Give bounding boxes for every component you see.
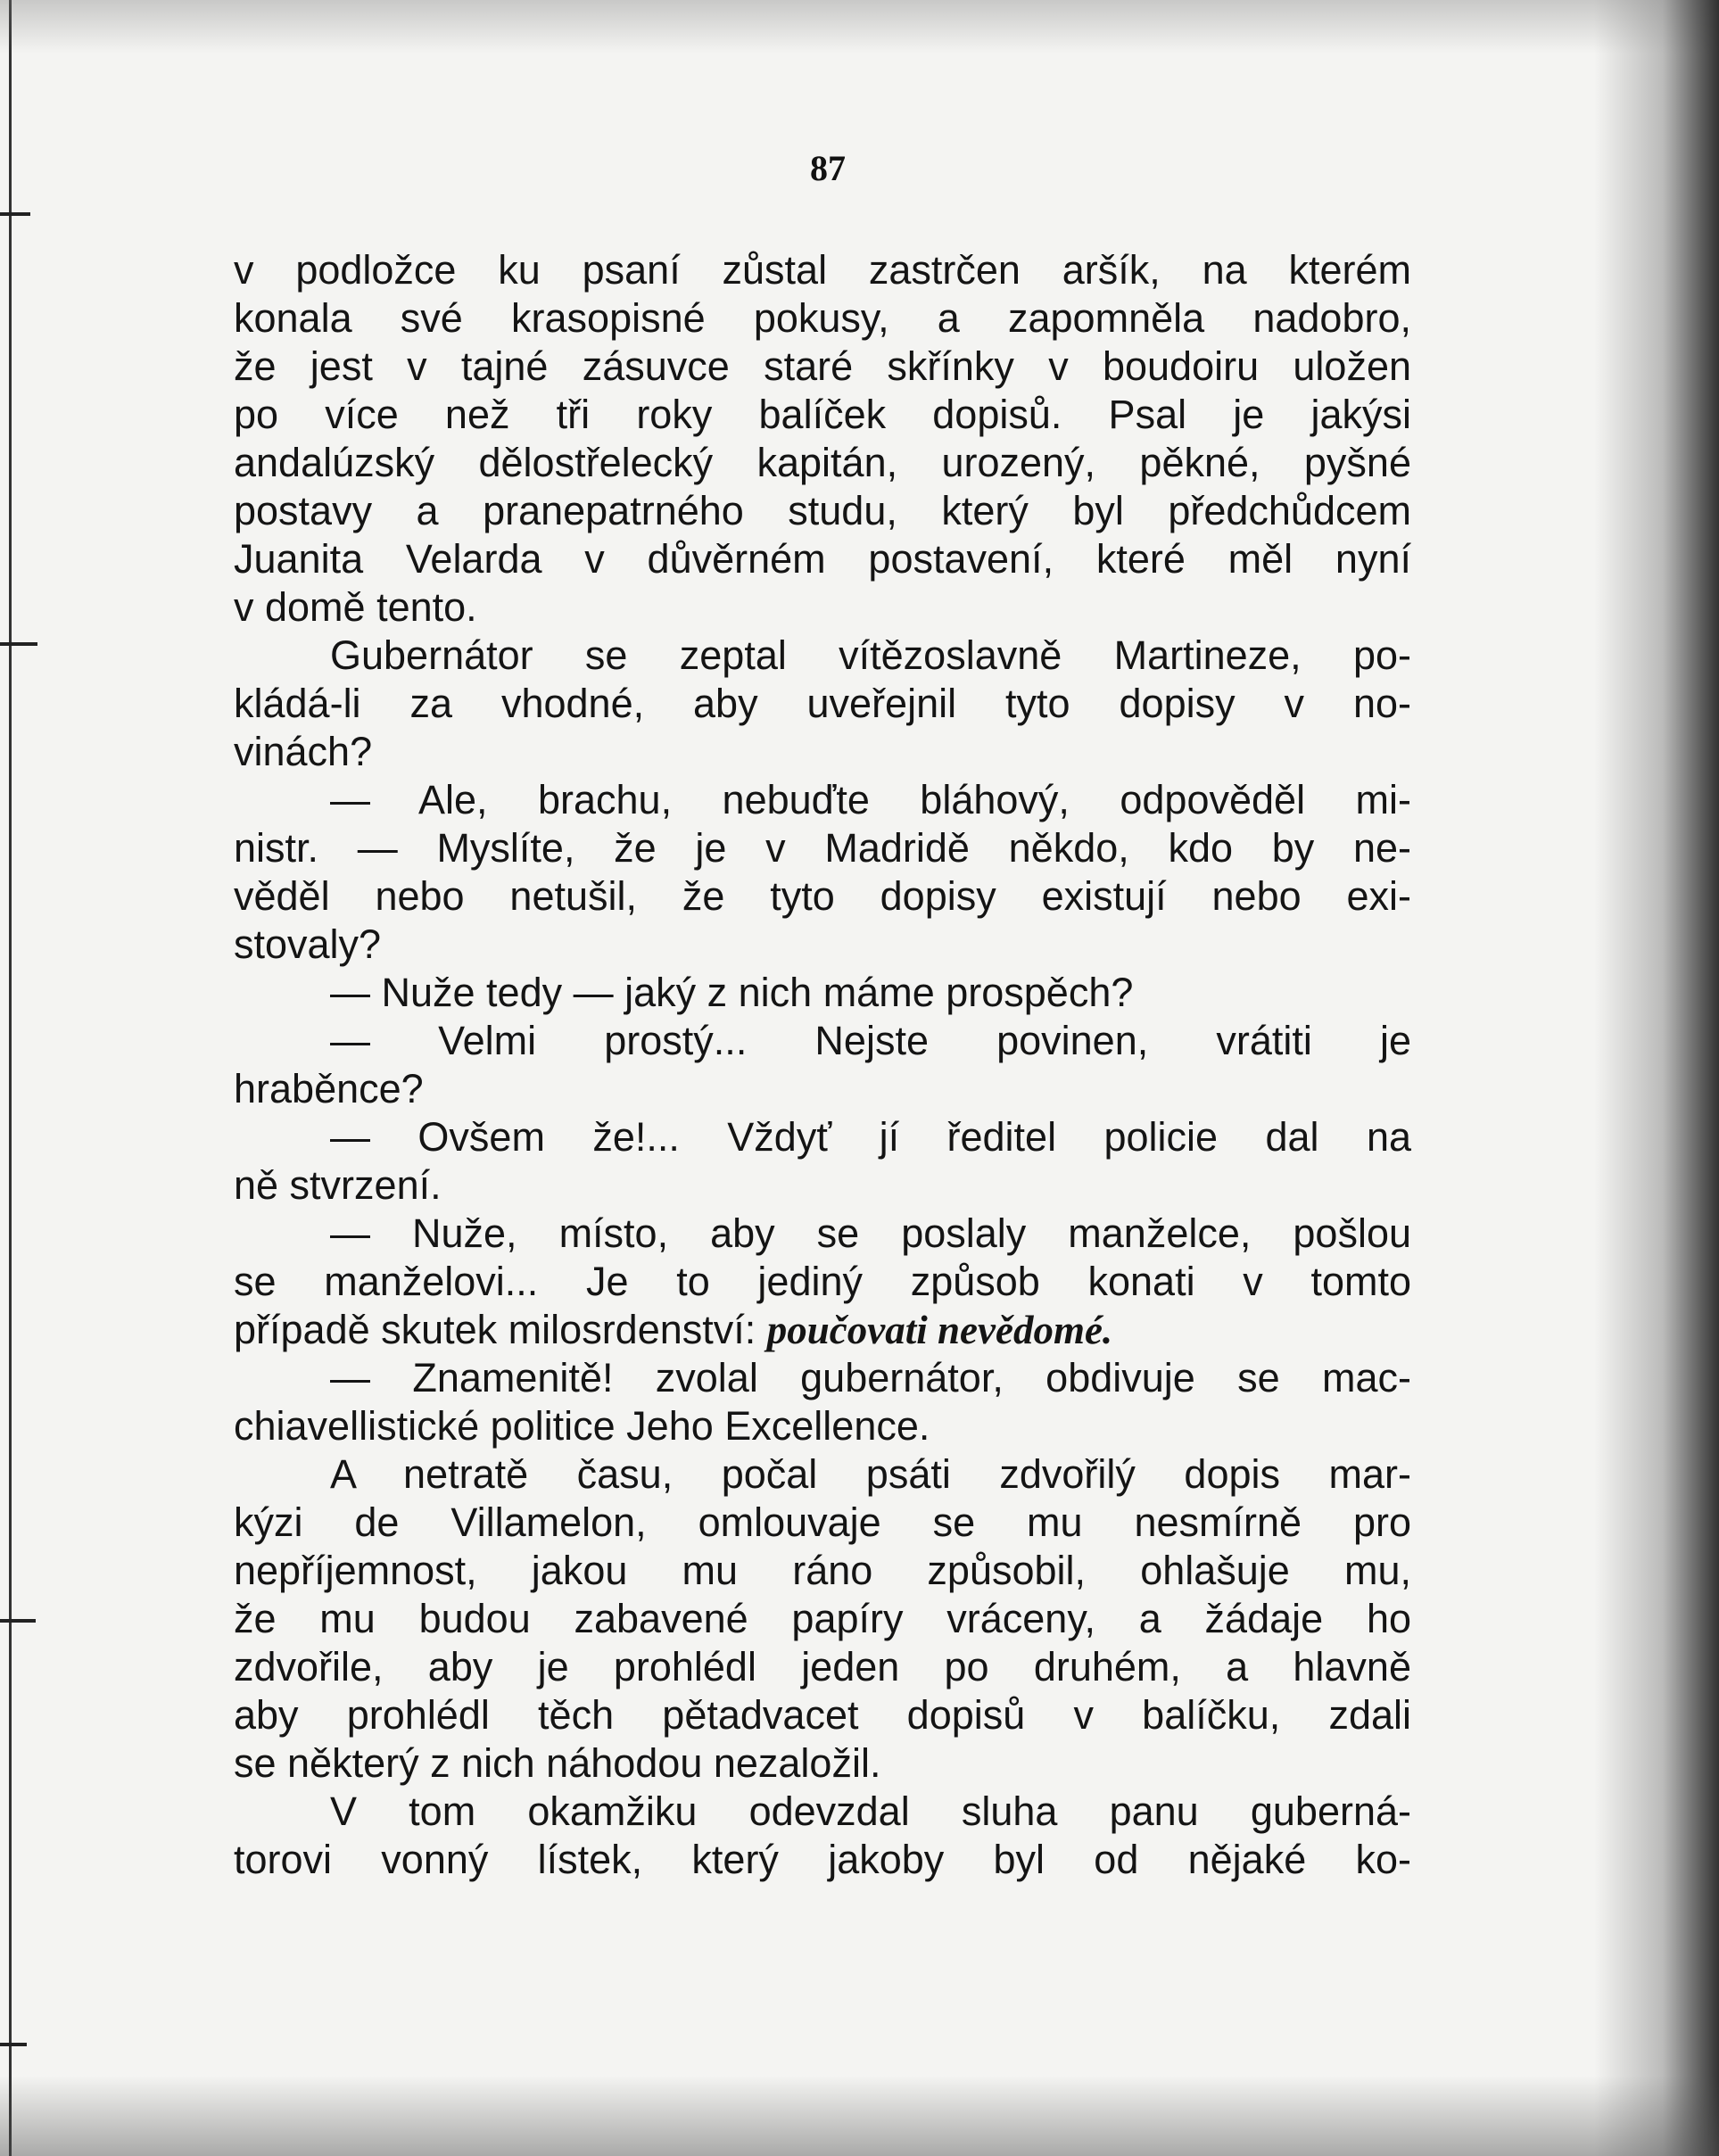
scan-shadow-top — [0, 0, 1719, 54]
text-line: vinách? — [234, 729, 373, 774]
text-line: postavy a pranepatrného studu, který byl předchůdcem — [234, 488, 1411, 533]
text-line: nepříjemnost, jakou mu ráno způsobil, ohlašuje mu, — [234, 1548, 1411, 1593]
text-line: aby prohlédl těch pětadvacet dopisů v balíčku, zdali — [234, 1692, 1411, 1738]
text-line: — Nuže tedy — jaký z nich máme prospěch? — [330, 970, 1134, 1015]
text-line: zdvořile, aby je prohlédl jeden po druhém, a hlavně — [234, 1644, 1411, 1689]
text-line: stovaly? — [234, 921, 382, 967]
text-line: případě skutek milosrdenství: poučovati nevědomé. — [234, 1307, 1113, 1352]
text-line: Juanita Velarda v důvěrném postavení, které měl nyní — [234, 536, 1411, 582]
edge-mark — [0, 642, 37, 646]
text-line: ně stvrzení. — [234, 1162, 442, 1208]
scan-shadow-right — [1594, 0, 1719, 2156]
text-line: — Velmi prostý... Nejste povinen, vrátiti je — [330, 1018, 1411, 1063]
edge-mark — [0, 2043, 27, 2046]
text-line: V tom okamžiku odevzdal sluha panu guberná- — [330, 1788, 1411, 1834]
scan-shadow-bottom — [0, 2076, 1719, 2156]
text-line: nistr. — Myslíte, že je v Madridě někdo, kdo by ne- — [234, 825, 1411, 871]
page-number: 87 — [810, 148, 846, 188]
text-line: se manželovi... Je to jediný způsob konati v tomto — [234, 1259, 1411, 1304]
text-line: v domě tento. — [234, 584, 477, 630]
text-line: se některý z nich náhodou nezaložil. — [234, 1740, 881, 1786]
text-line: konala své krasopisné pokusy, a zapomněla nadobro, — [234, 295, 1411, 341]
edge-mark — [0, 1619, 36, 1623]
text-line: že jest v tajné zásuvce staré skřínky v boudoiru uložen — [234, 343, 1411, 389]
text-line: kýzi de Villamelon, omlouvaje se mu nesmírně pro — [234, 1499, 1411, 1545]
text-line: že mu budou zabavené papíry vráceny, a žádaje ho — [234, 1596, 1411, 1641]
text-line: — Ovšem že!... Vždyť jí ředitel policie dal na — [330, 1114, 1411, 1160]
text-line: hraběnce? — [234, 1066, 424, 1111]
text-line: torovi vonný lístek, který jakoby byl od nějaké ko- — [234, 1837, 1411, 1882]
text-line: po více než tři roky balíček dopisů. Psal je jakýsi — [234, 392, 1411, 437]
text-line: kládá-li za vhodné, aby uveřejnil tyto dopisy v no- — [234, 681, 1411, 726]
text-line: A netratě času, počal psáti zdvořilý dopis mar- — [330, 1451, 1411, 1497]
text-line: andalúzský dělostřelecký kapitán, urozený, pěkné, pyšné — [234, 440, 1411, 485]
edge-mark — [0, 212, 30, 216]
italic-phrase: poučovati nevědomé. — [766, 1308, 1113, 1352]
text-line: chiavellistické politice Jeho Excellence. — [234, 1403, 930, 1449]
text-line: — Nuže, místo, aby se poslaly manželce, pošlou — [330, 1210, 1411, 1256]
text-line: — Ale, brachu, nebuďte bláhový, odpověděl mi- — [330, 777, 1411, 822]
text-line: v podložce ku psaní zůstal zastrčen aršík, na kterém — [234, 247, 1411, 293]
text-line: věděl nebo netušil, že tyto dopisy existují nebo exi- — [234, 873, 1411, 919]
text-line: — Znamenitě! zvolal gubernátor, obdivuje se mac- — [330, 1355, 1411, 1400]
text-line: Gubernátor se zeptal vítězoslavně Martineze, po- — [330, 632, 1411, 678]
body-text — [234, 246, 1411, 1884]
page-left-edge — [9, 0, 12, 2156]
